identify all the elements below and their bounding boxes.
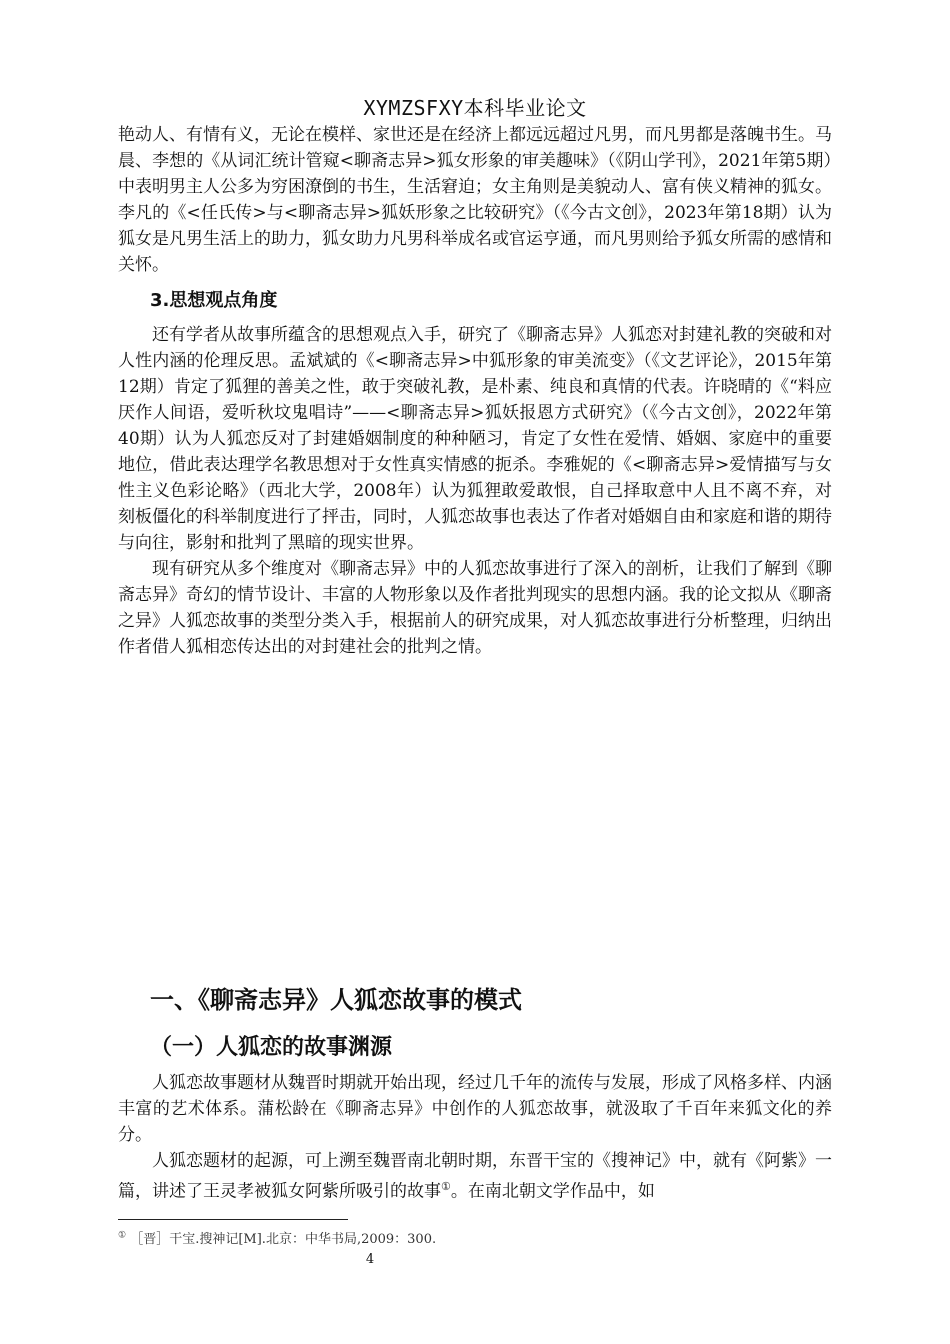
chapter-1-body (118, 1070, 832, 1205)
paragraph-continued (118, 122, 832, 278)
footnote-mark: ① (118, 1230, 127, 1241)
footnote (118, 1228, 436, 1247)
paragraph-text: 。在南北朝文学作品中，如 (450, 1181, 655, 1202)
paragraph-text: 现有研究从多个维度对《聊斋志异》中的人狐恋故事进行了深入的剖析，让我们了解到《聊斋志异》奇幻的情节设计、丰富的人物形象以及作者批判现实的思想内涵。我的论文拟从《聊斋之异》人狐恋故事的类型分类入手，根据前人的研究成果，对人狐恋故事进行分析整理，归纳出作者借人狐相恋传达出的对封建社会的批判之情。 (118, 559, 832, 657)
paragraph-with-footnote (118, 1148, 832, 1205)
page-number: 4 (365, 1252, 375, 1267)
paragraph-text: 人狐恋故事题材从魏晋时期就开始出现，经过几千年的流传与发展，形成了风格多样、内涵丰富的艺术体系。蒲松龄在《聊斋志异》中创作的人狐恋故事，就汲取了千百年来狐文化的养分。 (118, 1073, 832, 1145)
footnote-reference[interactable]: ① (441, 1180, 451, 1193)
chapter-heading: 一、《聊斋志异》人狐恋故事的模式 (150, 986, 522, 1014)
footnote-text: ［晋］干宝.搜神记[M].北京：中华书局,2009：300. (130, 1232, 437, 1247)
footnote-divider (118, 1219, 348, 1220)
paragraph-text: 艳动人、有情有义，无论在模样、家世还是在经济上都远远超过凡男，而凡男都是落魄书生。马晨、李想的《从词汇统计管窥<聊斋志异>狐女形象的审美趣味》（《阴山学刊》，2021年第5期）中表明男主人公多为穷困潦倒的书生，生活窘迫；女主角则是美貌动人、富有侠义精神的狐女。李凡的《<任氏传>与<聊斋志异>狐妖形象之比较研究》（《今古文创》，2023年第18期）认为狐女是凡男生活上的助力，狐女助力凡男科举成名或官运亨通，而凡男则给予狐女所需的感情和关怀。 (118, 125, 832, 275)
section-heading-3: 3.思想观点角度 (150, 290, 278, 311)
subsection-heading: （一）人狐恋的故事渊源 (150, 1035, 393, 1060)
page-header: XYMZSFXY本科毕业论文 (363, 96, 587, 120)
paragraph-text: 人狐恋题材的起源，可上溯至魏晋南北朝时期，东晋干宝的《搜神记》中，就有《阿紫》一篇，讲述了王灵孝被狐女阿紫所吸引的故事 (118, 1151, 832, 1202)
paragraph-text: 还有学者从故事所蕴含的思想观点入手，研究了《聊斋志异》人狐恋对封建礼教的突破和对人性内涵的伦理反思。孟斌斌的《<聊斋志异>中狐形象的审美流变》（《文艺评论》，2015年第12期）肯定了狐狸的善美之性，敢于突破礼教，是朴素、纯良和真情的代表。许晓晴的《“料应厌作人间语，爱听秋坟鬼唱诗”——<聊斋志异>狐妖报恩方式研究》（《今古文创》，2022年第40期）认为人狐恋反对了封建婚姻制度的种种陋习，肯定了女性在爱情、婚姻、家庭中的重要地位，借此表达理学名教思想对于女性真实情感的扼杀。李雅妮的《<聊斋志异>爱情描写与女性主义色彩论略》（西北大学，2008年）认为狐狸敢爱敢恨，自己择取意中人且不离不弃，对刻板僵化的科举制度进行了抨击，同时，人狐恋故事也表达了作者对婚姻自由和家庭和谐的期待与向往，影射和批判了黑暗的现实世界。 (118, 325, 832, 553)
section-3-body (118, 322, 832, 660)
